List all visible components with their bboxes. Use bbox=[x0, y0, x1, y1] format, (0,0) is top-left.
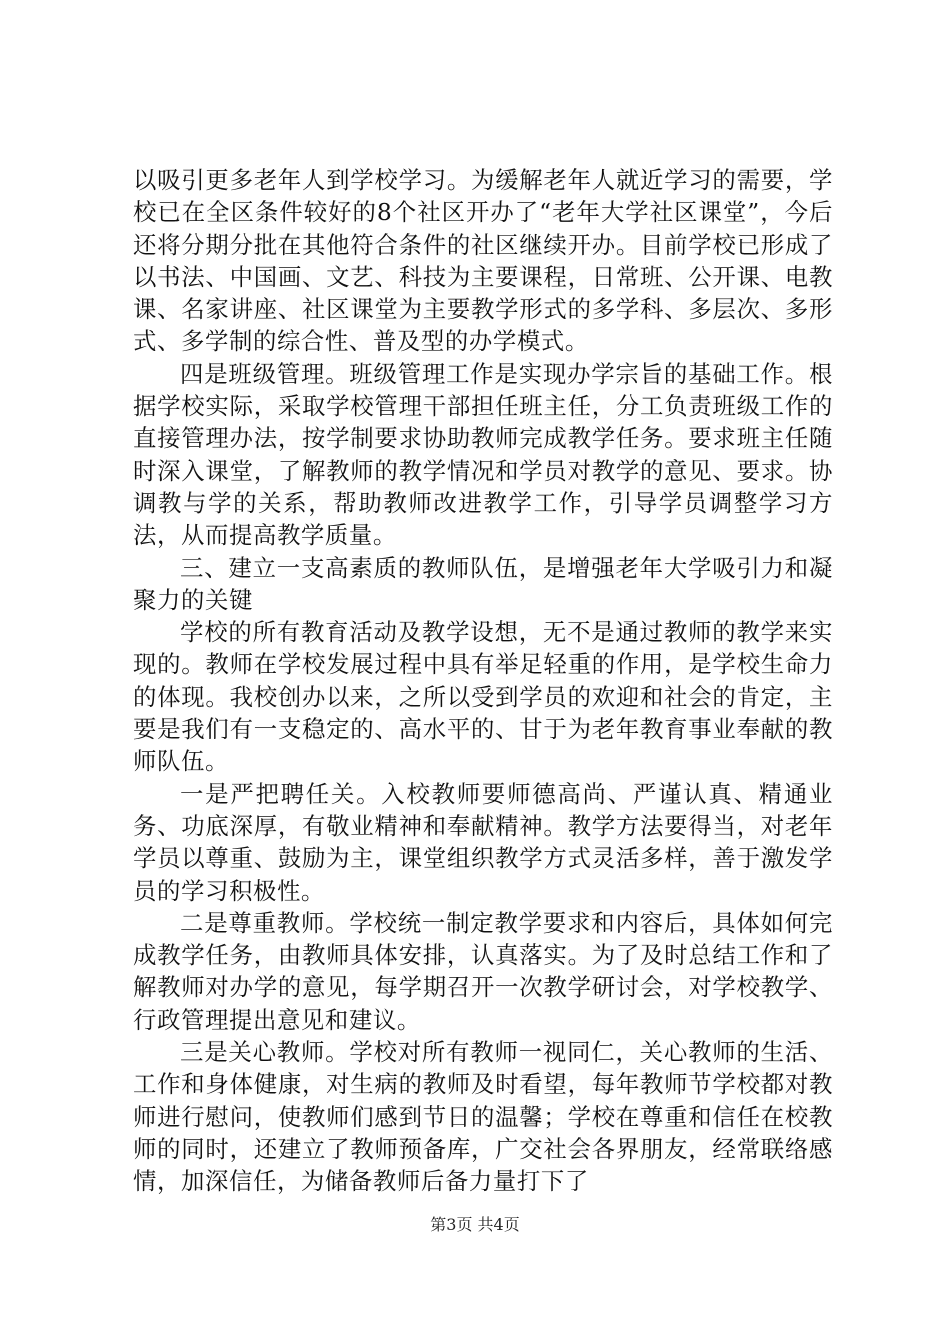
page-number: 第3页 共4页 bbox=[430, 1215, 520, 1234]
paragraph-1: 以吸引更多老年人到学校学习。为缓解老年人就近学习的需要，学校已在全区条件较好的8个社区开办了“老年大学社区课堂”，今后还将分期分批在其他符合条件的社区继续开办。目前学校已形成了以书法、中国画、文艺、科技为主要课程，日常班、公开课、电教课、名家讲座、社区课堂为主要教学形式的多学科、多层次、多形式、多学制的综合性、普及型的办学模式。 bbox=[133, 166, 833, 356]
paragraph-3: 学校的所有教育活动及教学设想，无不是通过教师的教学来实现的。教师在学校发展过程中具有举足轻重的作用，是学校生命力的体现。我校创办以来，之所以受到学员的欢迎和社会的肯定，主要是我们有一支稳定的、高水平的、甘于为老年教育事业奉献的教师队伍。 bbox=[133, 618, 833, 776]
section-heading: 三、建立一支高素质的教师队伍，是增强老年大学吸引力和凝聚力的关键 bbox=[133, 553, 833, 614]
paragraph-2: 四是班级管理。班级管理工作是实现办学宗旨的基础工作。根据学校实际，采取学校管理干部担任班主任，分工负责班级工作的直接管理办法，按学制要求协助教师完成教学任务。要求班主任随时深入课堂，了解教师的教学情况和学员对教学的意见、要求。协调教与学的关系，帮助教师改进教学工作，引导学员调整学习方法，从而提高教学质量。 bbox=[133, 359, 833, 550]
page-footer bbox=[0, 1215, 950, 1235]
paragraph-6: 三是关心教师。学校对所有教师一视同仁，关心教师的生活、工作和身体健康，对生病的教师及时看望，每年教师节学校都对教师进行慰问，使教师们感到节日的温馨；学校在尊重和信任在校教师的同时，还建立了教师预备库，广交社会各界朋友，经常联络感情，加深信任，为储备教师后备力量打下了 bbox=[133, 1038, 833, 1196]
paragraph-4: 一是严把聘任关。入校教师要师德高尚、严谨认真、精通业务、功底深厚，有敬业精神和奉献精神。教学方法要得当，对老年学员以尊重、鼓励为主，课堂组织教学方式灵活多样，善于激发学员的学习积极性。 bbox=[133, 779, 833, 905]
paragraph-5: 二是尊重教师。学校统一制定教学要求和内容后，具体如何完成教学任务，由教师具体安排，认真落实。为了及时总结工作和了解教师对办学的意见，每学期召开一次教学研讨会，对学校教学、行政管理提出意见和建议。 bbox=[133, 908, 833, 1034]
document-body bbox=[133, 164, 833, 1198]
